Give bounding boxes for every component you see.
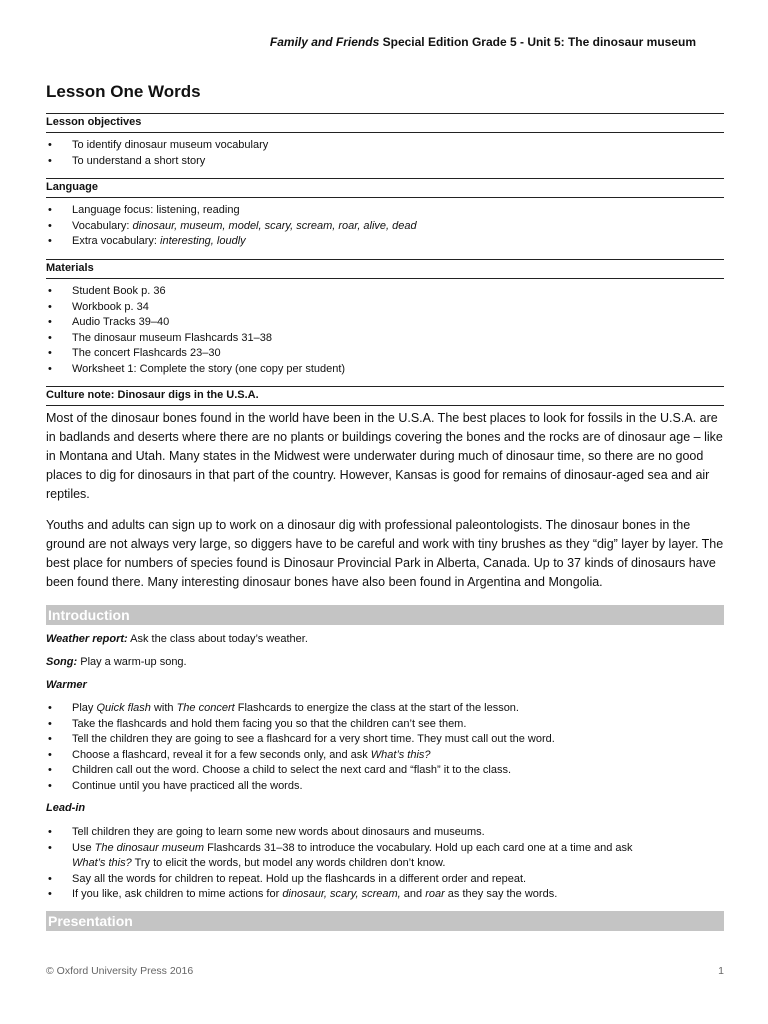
song-label: Song: [46,656,78,668]
page-number: 1 [718,965,724,977]
text: Choose a flashcard, reveal it for a few seconds only, and ask [72,748,371,761]
text: Flashcards 31–38 to introduce the vocabulary. Hold up each card one at a time and ask [204,841,633,854]
text: with [150,702,177,714]
vocab-words: dinosaur, museum, model, scary, scream, roar, alive, dead [132,219,417,232]
book-title: Family and Friends [269,35,380,49]
culture-paragraph-1: Most of the dinosaur bones found in the world have been in the U.S.A. The best places to look for fossils in the U.S.A. are in badlands and deserts where there are no plants or buildings covering the bones and the rocks are of dinosaur age – like in Montana and Utah. Many states in the Midwest were underwater during much of dinosaur time, so there are no good places to dig for dinosaurs in that part of the country. However, Kansas is good for remains of dinosaur-aged sea and air reptiles. [46,411,723,501]
flashcard-set-name: The dinosaur museum [94,841,205,854]
vocab-words: dinosaur, scary, scream, [282,888,401,901]
weather-report-line [46,632,726,647]
list-item [46,234,417,250]
objectives-list [46,138,268,169]
list-item [46,219,417,235]
warmer-list [46,701,555,795]
unit-title: Special Edition Grade 5 - Unit 5: The dinosaur museum [382,35,696,49]
list-item: • Children call out the word. Choose a child to select the next card and “flash” it to the class. [46,763,555,779]
song-text: Play a warm-up song. [77,656,187,668]
game-name: Quick flash [96,702,151,714]
list-item [46,701,555,717]
warmer-label: Warmer [46,679,87,691]
document-page [46,0,726,1024]
song-line [46,655,726,670]
copyright: © Oxford University Press 2016 [46,965,194,977]
vocab-prefix: Vocabulary: [72,219,133,232]
list-item: • Audio Tracks 39–40 [46,315,345,331]
text: Use [72,841,95,854]
lesson-title: Lesson One Words [46,82,201,101]
list-item: • To understand a short story [46,154,268,170]
weather-label: Weather report: [46,633,128,645]
materials-list [46,284,345,378]
flashcard-set-name: The concert [176,702,235,714]
list-item: • Take the flashcards and hold them facing you so that the children can’t see them. [46,717,555,733]
list-item: • Tell children they are going to learn some new words about dinosaurs and museums. [46,825,633,841]
materials-label: Materials [46,259,724,279]
lead-in-label: Lead-in [46,802,86,814]
language-list [46,203,417,250]
text: and [400,888,426,901]
running-header [270,35,696,49]
text: If you like, ask children to mime actions for [72,888,283,901]
weather-text: Ask the class about today’s weather. [127,633,308,645]
text: as they say the words. [444,888,558,901]
list-item: • Say all the words for children to repeat. Hold up the flashcards in a different order and repeat. [46,872,633,888]
culture-paragraph-2: Youths and adults can sign up to work on a dinosaur dig with professional paleontologists. The dinosaur bones in the ground are not always very large, so diggers have to be careful and work with tiny brushes as they “dig” layer by layer. The best place for numbers of species found is Dinosaur Provincial Park in Alberta, Canada. Up to 37 kinds of dinosaurs have been found there. Many interesting dinosaur bones have also been found in Argentina and Mongolia. [46,518,724,589]
list-item: • Workbook p. 34 [46,300,345,316]
list-item: • Language focus: listening, reading [46,203,417,219]
introduction-heading: Introduction [46,605,724,625]
text: Try to elicit the words, but model any words children don’t know. [131,857,446,870]
list-item: • To identify dinosaur museum vocabulary [46,138,268,154]
objectives-label: Lesson objectives [46,113,724,133]
question: What’s this? [72,857,132,870]
question: What’s this? [370,748,431,761]
vocab-word: roar [425,888,445,901]
list-item: • Student Book p. 36 [46,284,345,300]
extra-words: interesting, loudly [160,235,246,248]
culture-note-label: Culture note: Dinosaur digs in the U.S.A. [46,386,724,406]
presentation-heading: Presentation [46,911,724,931]
list-item [46,748,555,764]
list-item: • The dinosaur museum Flashcards 31–38 [46,331,345,347]
text: Play [72,702,97,714]
extra-prefix: Extra vocabulary: [72,235,161,248]
list-item [46,841,633,872]
list-item [46,887,633,903]
list-item: • Continue until you have practiced all the words. [46,779,555,795]
list-item: • Worksheet 1: Complete the story (one copy per student) [46,362,345,378]
lead-in-list [46,825,633,903]
text: Flashcards to energize the class at the start of the lesson. [234,702,519,714]
list-item: • Tell the children they are going to see a flashcard for a very short time. They must call out the word. [46,732,555,748]
language-label: Language [46,178,724,198]
list-item: • The concert Flashcards 23–30 [46,346,345,362]
